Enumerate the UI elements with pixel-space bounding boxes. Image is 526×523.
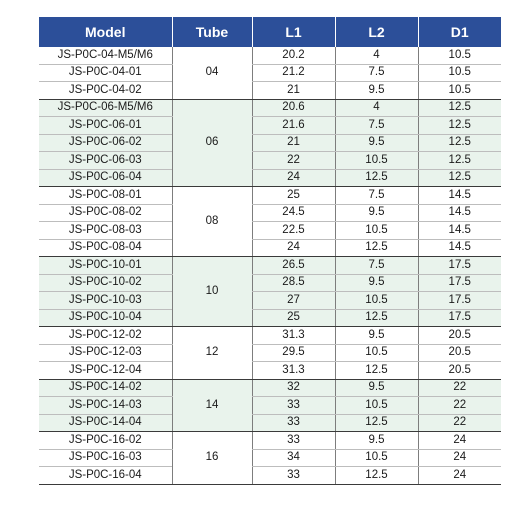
- table-row: [39, 239, 501, 257]
- model-cell: JS-P0C-10-03: [39, 292, 172, 310]
- l2-cell: 9.5: [335, 274, 418, 292]
- model-cell: JS-P0C-16-03: [39, 449, 172, 467]
- table-row: [39, 414, 501, 432]
- l2-cell: 7.5: [335, 257, 418, 275]
- table-row: [39, 169, 501, 187]
- l2-cell: 9.5: [335, 432, 418, 450]
- model-cell: JS-P0C-04-01: [39, 64, 172, 82]
- l1-cell: 34: [252, 449, 335, 467]
- l2-cell: 9.5: [335, 379, 418, 397]
- table-row: [39, 117, 501, 135]
- l2-cell: 10.5: [335, 222, 418, 240]
- d1-cell: 22: [418, 379, 501, 397]
- model-cell: JS-P0C-10-04: [39, 309, 172, 327]
- tube-cell: 16: [172, 432, 252, 485]
- table-row: [39, 467, 501, 485]
- header-tube: Tube: [172, 17, 252, 47]
- d1-cell: 14.5: [418, 187, 501, 205]
- table-row: [39, 432, 501, 450]
- table-row: [39, 309, 501, 327]
- table-row: [39, 99, 501, 117]
- model-cell: JS-P0C-16-04: [39, 467, 172, 485]
- model-cell: JS-P0C-08-03: [39, 222, 172, 240]
- l2-cell: 9.5: [335, 134, 418, 152]
- d1-cell: 12.5: [418, 169, 501, 187]
- d1-cell: 17.5: [418, 309, 501, 327]
- tube-cell: 10: [172, 257, 252, 327]
- table-row: [39, 134, 501, 152]
- d1-cell: 12.5: [418, 117, 501, 135]
- l1-cell: 25: [252, 309, 335, 327]
- d1-cell: 22: [418, 397, 501, 415]
- l1-cell: 27: [252, 292, 335, 310]
- header-row: [39, 17, 501, 47]
- tube-cell: 14: [172, 379, 252, 432]
- l1-cell: 31.3: [252, 362, 335, 380]
- l2-cell: 12.5: [335, 169, 418, 187]
- l1-cell: 22.5: [252, 222, 335, 240]
- d1-cell: 20.5: [418, 344, 501, 362]
- l1-cell: 31.3: [252, 327, 335, 345]
- tube-cell: 06: [172, 99, 252, 187]
- l2-cell: 7.5: [335, 64, 418, 82]
- table-body: [39, 47, 501, 484]
- model-cell: JS-P0C-04-M5/M6: [39, 47, 172, 64]
- table-row: [39, 362, 501, 380]
- l1-cell: 20.2: [252, 47, 335, 64]
- l1-cell: 21.2: [252, 64, 335, 82]
- table-row: [39, 397, 501, 415]
- l2-cell: 9.5: [335, 204, 418, 222]
- model-cell: JS-P0C-12-03: [39, 344, 172, 362]
- model-cell: JS-P0C-14-03: [39, 397, 172, 415]
- model-cell: JS-P0C-06-02: [39, 134, 172, 152]
- tube-cell: 12: [172, 327, 252, 380]
- model-cell: JS-P0C-10-02: [39, 274, 172, 292]
- model-cell: JS-P0C-04-02: [39, 82, 172, 100]
- model-cell: JS-P0C-16-02: [39, 432, 172, 450]
- d1-cell: 17.5: [418, 257, 501, 275]
- tube-cell: 04: [172, 47, 252, 99]
- table-row: [39, 379, 501, 397]
- table-row: [39, 222, 501, 240]
- l1-cell: 33: [252, 467, 335, 485]
- header-l2: L2: [335, 17, 418, 47]
- d1-cell: 20.5: [418, 362, 501, 380]
- d1-cell: 22: [418, 414, 501, 432]
- l1-cell: 21: [252, 82, 335, 100]
- l1-cell: 22: [252, 152, 335, 170]
- model-cell: JS-P0C-12-04: [39, 362, 172, 380]
- d1-cell: 14.5: [418, 204, 501, 222]
- table-row: [39, 187, 501, 205]
- table-row: [39, 257, 501, 275]
- l1-cell: 32: [252, 379, 335, 397]
- table-row: [39, 64, 501, 82]
- tube-cell: 08: [172, 187, 252, 257]
- l1-cell: 29.5: [252, 344, 335, 362]
- table-row: [39, 344, 501, 362]
- l2-cell: 10.5: [335, 152, 418, 170]
- model-cell: JS-P0C-06-03: [39, 152, 172, 170]
- d1-cell: 12.5: [418, 134, 501, 152]
- model-cell: JS-P0C-14-02: [39, 379, 172, 397]
- table-row: [39, 47, 501, 64]
- l1-cell: 33: [252, 432, 335, 450]
- model-cell: JS-P0C-06-01: [39, 117, 172, 135]
- l2-cell: 4: [335, 99, 418, 117]
- l2-cell: 10.5: [335, 292, 418, 310]
- l1-cell: 28.5: [252, 274, 335, 292]
- d1-cell: 24: [418, 467, 501, 485]
- model-cell: JS-P0C-08-02: [39, 204, 172, 222]
- header-d1: D1: [418, 17, 501, 47]
- header-model: Model: [39, 17, 172, 47]
- d1-cell: 17.5: [418, 274, 501, 292]
- l2-cell: 7.5: [335, 187, 418, 205]
- model-cell: JS-P0C-06-M5/M6: [39, 99, 172, 117]
- d1-cell: 12.5: [418, 152, 501, 170]
- d1-cell: 20.5: [418, 327, 501, 345]
- model-cell: JS-P0C-06-04: [39, 169, 172, 187]
- table-row: [39, 327, 501, 345]
- l1-cell: 24: [252, 169, 335, 187]
- model-cell: JS-P0C-14-04: [39, 414, 172, 432]
- d1-cell: 24: [418, 449, 501, 467]
- l2-cell: 12.5: [335, 414, 418, 432]
- header-l1: L1: [252, 17, 335, 47]
- l2-cell: 9.5: [335, 82, 418, 100]
- l1-cell: 21: [252, 134, 335, 152]
- d1-cell: 14.5: [418, 222, 501, 240]
- l2-cell: 10.5: [335, 397, 418, 415]
- d1-cell: 10.5: [418, 82, 501, 100]
- table-row: [39, 274, 501, 292]
- d1-cell: 12.5: [418, 99, 501, 117]
- table-row: [39, 204, 501, 222]
- l2-cell: 12.5: [335, 239, 418, 257]
- l2-cell: 4: [335, 47, 418, 64]
- l2-cell: 7.5: [335, 117, 418, 135]
- table-row: [39, 449, 501, 467]
- l1-cell: 24.5: [252, 204, 335, 222]
- l2-cell: 9.5: [335, 327, 418, 345]
- l2-cell: 10.5: [335, 449, 418, 467]
- model-cell: JS-P0C-10-01: [39, 257, 172, 275]
- d1-cell: 17.5: [418, 292, 501, 310]
- table-row: [39, 152, 501, 170]
- spec-table: [39, 17, 501, 485]
- l1-cell: 24: [252, 239, 335, 257]
- l1-cell: 25: [252, 187, 335, 205]
- model-cell: JS-P0C-08-04: [39, 239, 172, 257]
- model-cell: JS-P0C-12-02: [39, 327, 172, 345]
- d1-cell: 24: [418, 432, 501, 450]
- model-cell: JS-P0C-08-01: [39, 187, 172, 205]
- l1-cell: 33: [252, 414, 335, 432]
- table-row: [39, 292, 501, 310]
- l1-cell: 21.6: [252, 117, 335, 135]
- l1-cell: 26.5: [252, 257, 335, 275]
- l2-cell: 10.5: [335, 344, 418, 362]
- d1-cell: 10.5: [418, 64, 501, 82]
- l1-cell: 33: [252, 397, 335, 415]
- l1-cell: 20.6: [252, 99, 335, 117]
- table-header: [39, 17, 501, 47]
- l2-cell: 12.5: [335, 309, 418, 327]
- l2-cell: 12.5: [335, 362, 418, 380]
- l2-cell: 12.5: [335, 467, 418, 485]
- table-row: [39, 82, 501, 100]
- d1-cell: 14.5: [418, 239, 501, 257]
- d1-cell: 10.5: [418, 47, 501, 64]
